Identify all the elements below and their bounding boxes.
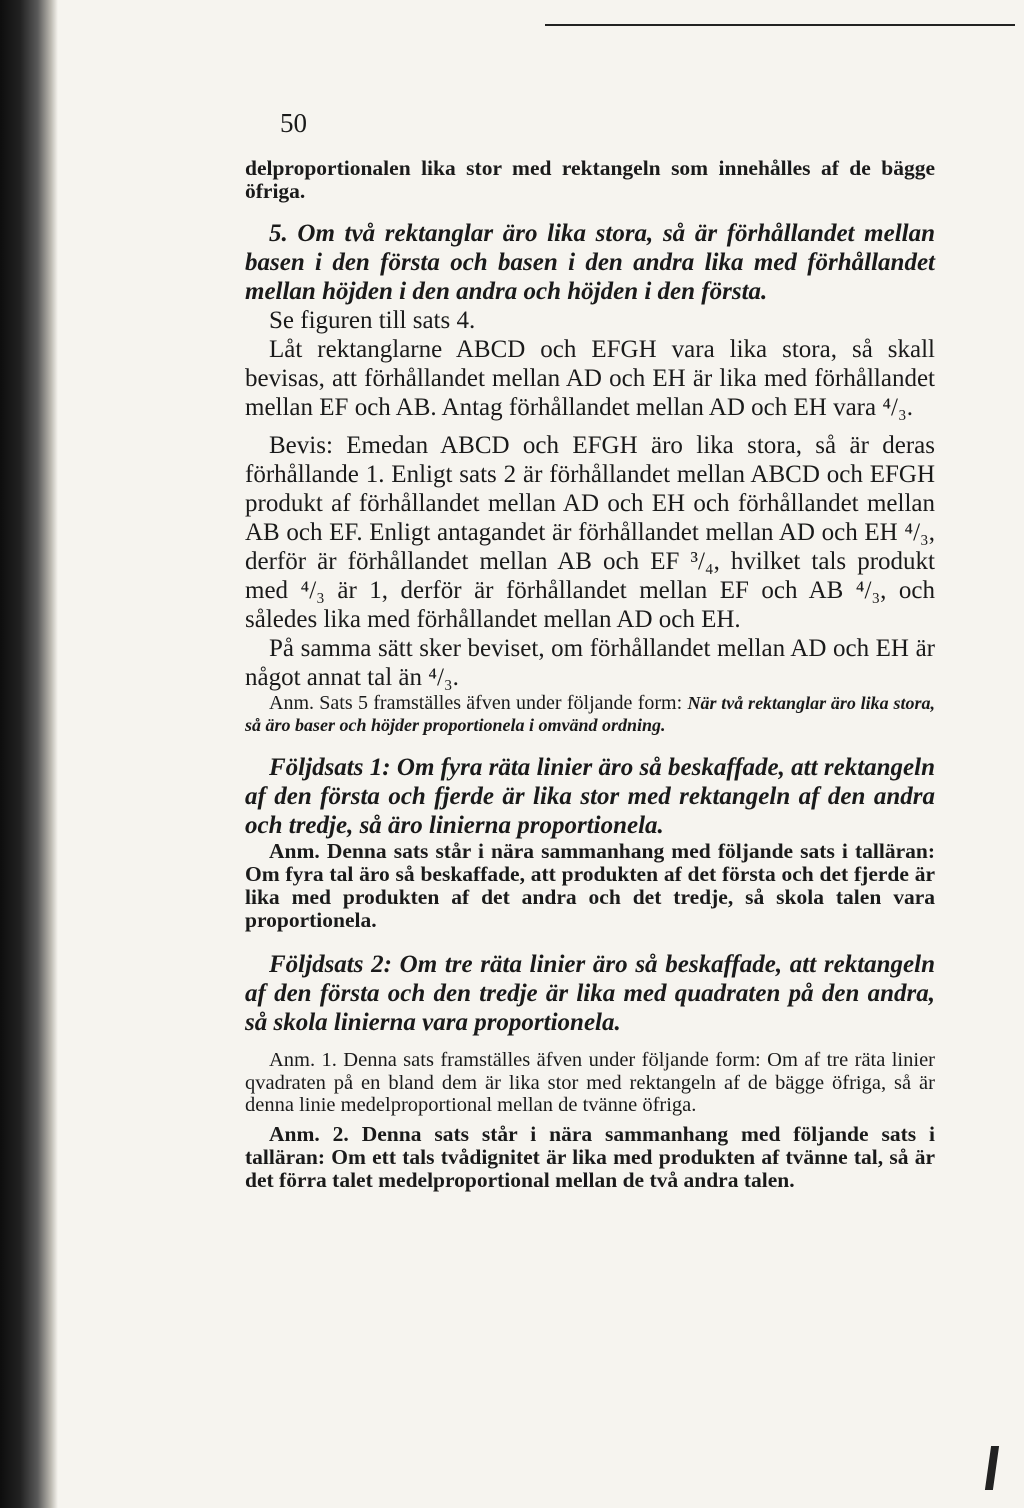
figure-reference: Se figuren till sats 4. <box>269 307 476 334</box>
corollary-1: Följdsats 1: Om fyra räta linier äro så beskaffade, att rektangeln af den första och fjerde är lika stor med rektangeln af den andra och tredje, så äro linierna proportionela. <box>245 754 935 839</box>
corollary-2: Följdsats 2: Om tre räta linier äro så beskaffade, att rektangeln af den första och den tredje är lika med quadraten på den andra, så skola linierna vara proportionela. <box>245 951 935 1036</box>
remark-corollary-2-first: Anm. 1. Denna sats framställes äfven under följande form: Om af tre räta linier qvadraten på en bland dem är lika stor med rektangeln af de bägge öfriga, så är denna linie medelproportional mellan de tvänne öfriga. <box>245 1049 935 1116</box>
remark-theorem-5 <box>245 692 935 736</box>
paragraph-proof: Bevis: Emedan ABCD och EFGH äro lika stora, så är deras förhållande 1. Enligt sats 2 är förhållandet mellan ABCD och EFGH produkt af förhållandet mellan AD och EH och förhållandet mellan AB och EF. Enligt antagandet är förhållandet mellan AD och EH ⁴/₃, derför är förhållandet mellan AB och EF ³/₄, hvilket tals produkt med ⁴/₃ är 1, derför är förhållandet mellan EF och AB ⁴/₃, och således lika med förhållandet mellan AD och EH. <box>245 432 935 633</box>
scan-mark <box>985 1446 999 1490</box>
paragraph-setup: Låt rektanglarne ABCD och EFGH vara lika stora, så skall bevisas, att förhållandet mellan AD och EH är lika med förhållandet mellan EF och AB. Antag förhållandet mellan AD och EH vara ⁴/₃. <box>245 336 935 421</box>
remark-alt-form: När två rektanglar äro lika stora, så äro baser och höjder proportionela i omvänd ordning. <box>245 693 936 735</box>
remark-lead: Anm. Sats 5 framställes äfven under följande form: <box>269 692 683 714</box>
top-rule <box>545 24 1015 26</box>
remark-corollary-1: Anm. Denna sats står i nära sammanhang med följande sats i talläran: Om fyra tal äro så beskaffade, att produkten af det första och det fjerde är lika med produkten af det andra och det tredje, så skola talen vara proportionela. <box>245 839 935 932</box>
paragraph-continuation: delproportionalen lika stor med rektangeln som innehålles af de bägge öfriga. <box>245 156 935 203</box>
theorem-5: 5. Om två rektanglar äro lika stora, så är förhållandet mellan basen i den första och basen i den andra lika med förhållandet mellan höjden i den andra och höjden i den första. <box>245 220 935 305</box>
paragraph-proof-remark: På samma sätt sker beviset, om förhållandet mellan AD och EH är något annat tal än ⁴/₃. <box>245 635 935 691</box>
remark-corollary-2-second: Anm. 2. Denna sats står i nära sammanhang med följande sats i talläran: Om ett tals tvådignitet är lika med produkten af tvänne tal, så är det förra talet medelproportional mellan de två andra talen. <box>245 1121 935 1192</box>
scan-edge-shadow <box>0 0 58 1508</box>
page-number: 50 <box>280 108 307 138</box>
text-column <box>245 157 935 1192</box>
